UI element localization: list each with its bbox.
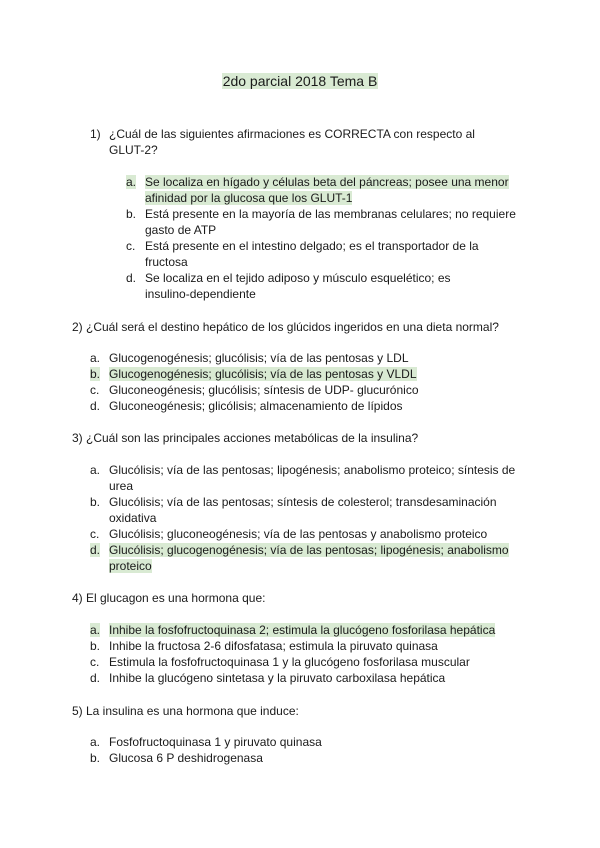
q2-option-d-letter: d.: [90, 399, 101, 413]
q2-option-c[interactable]: Gluconeogénesis; glucólisis; síntesis de UDP- glucurónico: [109, 383, 419, 397]
q1-option-b[interactable]: Está presente en la mayoría de las membranas celulares; no requiere: [145, 207, 516, 221]
q3-option-b[interactable]: Glucólisis; vía de las pentosas; síntesis de colesterol; transdesaminación: [109, 495, 497, 509]
q5-text: 5) La insulina es una hormona que induce:: [72, 704, 299, 718]
q4-option-c[interactable]: Estimula la fosfofructoquinasa 1 y la glucógeno fosforilasa muscular: [109, 655, 470, 669]
q3-option-d[interactable]: Glucólisis; glucogenogénesis; vía de las pentosas; lipogénesis; anabolismo: [109, 543, 509, 557]
q4-option-d-letter: d.: [90, 671, 101, 685]
q1-option-c[interactable]: Está presente en el intestino delgado; es el transportador de la: [145, 239, 479, 253]
q1-option-b-cont: gasto de ATP: [145, 223, 217, 237]
q1-number: 1): [90, 127, 101, 141]
q4-option-b-letter: b.: [90, 639, 101, 653]
q3-option-c[interactable]: Glucólisis; gluconeogénesis; vía de las pentosas y anabolismo proteico: [109, 527, 488, 541]
q2-option-a-letter: a.: [90, 351, 101, 365]
q2-option-b-letter: b.: [90, 367, 101, 381]
q1-text-line2: GLUT-2?: [109, 143, 158, 157]
q3-option-a[interactable]: Glucólisis; vía de las pentosas; lipogénesis; anabolismo proteico; síntesis de: [109, 463, 516, 477]
q1-option-a[interactable]: Se localiza en hígado y células beta del páncreas; posee una menor: [145, 175, 509, 189]
q2-option-b[interactable]: Glucogenogénesis; glucólisis; vía de las pentosas y VLDL: [109, 367, 417, 381]
q4-option-b[interactable]: Inhibe la fructosa 2-6 difosfatasa; estimula la piruvato quinasa: [109, 639, 438, 653]
q2-option-a[interactable]: Glucogenogénesis; glucólisis; vía de las pentosas y LDL: [109, 351, 409, 365]
q2-text: 2) ¿Cuál será el destino hepático de los glúcidos ingeridos en una dieta normal?: [72, 320, 499, 334]
q3-option-d-letter: d.: [90, 543, 101, 557]
page-title-text: 2do parcial 2018 Tema B: [222, 73, 378, 89]
q5-option-a-letter: a.: [90, 735, 101, 749]
q1-option-c-cont: fructosa: [145, 255, 188, 269]
q1-option-d[interactable]: Se localiza en el tejido adiposo y músculo esquelético; es: [145, 271, 451, 285]
q1-option-a-cont: afinidad por la glucosa que los GLUT-1: [145, 191, 353, 205]
q1-option-c-letter: c.: [126, 239, 136, 253]
q3-option-a-letter: a.: [90, 463, 101, 477]
q3-option-c-letter: c.: [90, 527, 100, 541]
q5-option-b[interactable]: Glucosa 6 P deshidrogenasa: [109, 751, 263, 765]
q1-option-a-letter: a.: [126, 175, 137, 189]
q4-text: 4) El glucagon es una hormona que:: [72, 591, 266, 605]
q4-option-d[interactable]: Inhibe la glucógeno sintetasa y la piruvato carboxilasa hepática: [109, 671, 446, 685]
q1-text-line1: ¿Cuál de las siguientes afirmaciones es CORRECTA con respecto al: [109, 127, 475, 141]
q3-option-d-cont: proteico: [109, 559, 152, 573]
q5-option-b-letter: b.: [90, 751, 101, 765]
q5-option-a[interactable]: Fosfofructoquinasa 1 y piruvato quinasa: [109, 735, 322, 749]
q2-option-c-letter: c.: [90, 383, 100, 397]
q3-text: 3) ¿Cuál son las principales acciones metabólicas de la insulina?: [72, 431, 419, 445]
q4-option-c-letter: c.: [90, 655, 100, 669]
q4-option-a[interactable]: Inhibe la fosfofructoquinasa 2; estimula la glucógeno fosforilasa hepática: [109, 623, 496, 637]
page-title: [0, 73, 600, 89]
q1-option-d-letter: d.: [126, 271, 137, 285]
q3-option-b-letter: b.: [90, 495, 101, 509]
q2-option-d[interactable]: Gluconeogénesis; glicólisis; almacenamiento de lípidos: [109, 399, 403, 413]
q4-option-a-letter: a.: [90, 623, 101, 637]
q3-option-b-cont: oxidativa: [109, 511, 157, 525]
q1-option-d-cont: insulino-dependiente: [145, 287, 256, 301]
q3-option-a-cont: urea: [109, 479, 134, 493]
q1-option-b-letter: b.: [126, 207, 137, 221]
